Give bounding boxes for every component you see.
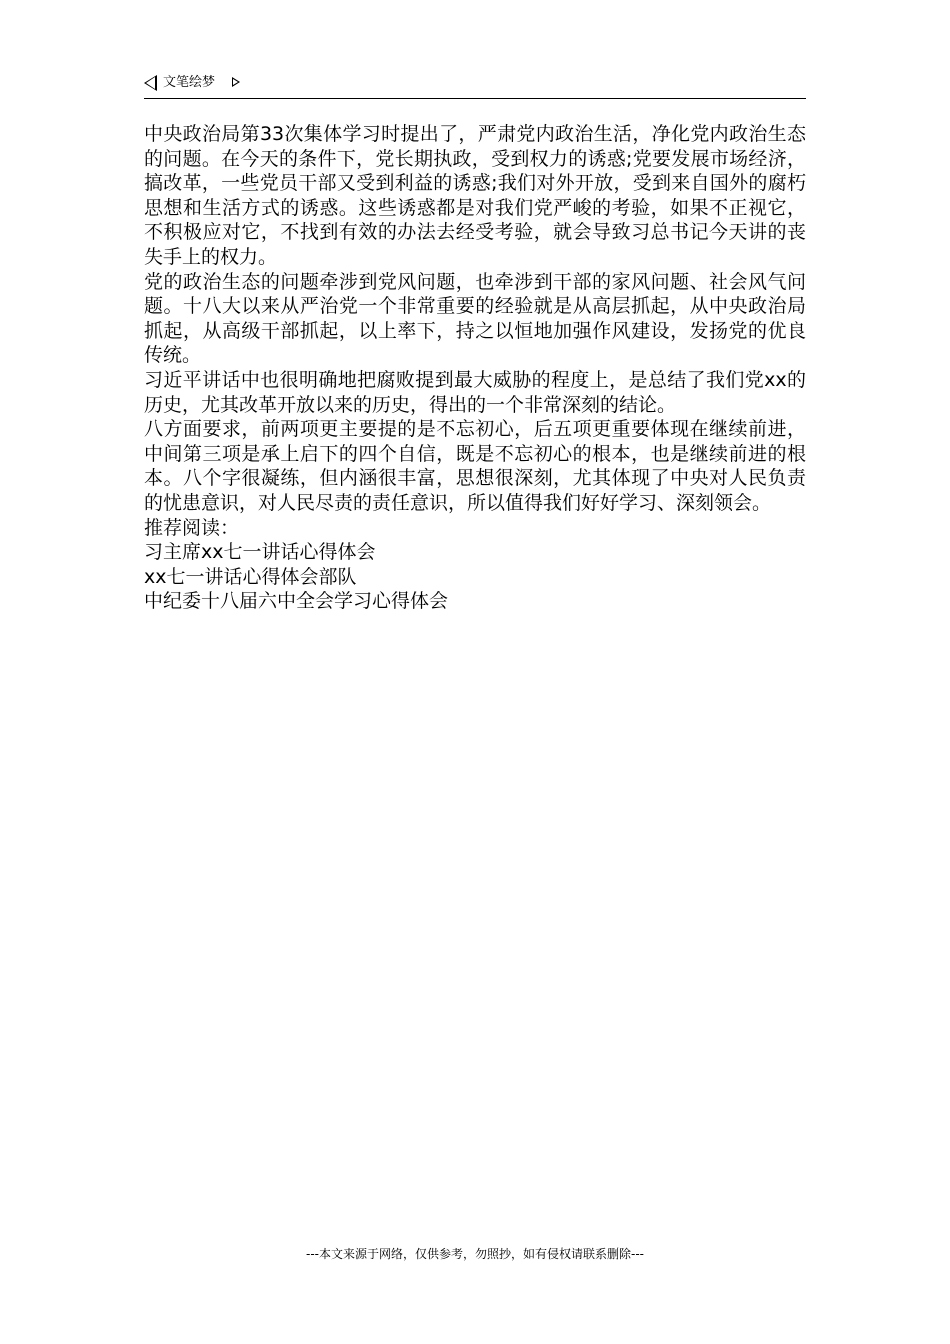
- paragraph: 党的政治生态的问题牵涉到党风问题，也牵涉到干部的家风问题、社会风气问题。十八大以来从严治党一个非常重要的经验就是从高层抓起，从中央政治局抓起，从高级干部抓起，以上率下，持之以恒地加强作风建设，发扬党的优良传统。: [144, 270, 806, 367]
- footer-disclaimer: ---本文来源于网络，仅供参考，勿照抄，如有侵权请联系删除---: [306, 1247, 644, 1261]
- header-title: 文笔绘梦: [163, 75, 216, 90]
- recommend-label: 推荐阅读：: [144, 516, 240, 539]
- triangle-right-icon: [232, 77, 240, 87]
- recommend-link[interactable]: 习主席xx七一讲话心得体会: [144, 541, 376, 564]
- paragraph: 八方面要求，前两项更主要提的是不忘初心，后五项更重要体现在继续前进，中间第三项是承上启下的四个自信，既是不忘初心的根本，也是继续前进的根本。八个字很凝练，但内涵很丰富，思想很深刻，尤其体现了中央对人民负责的忧患意识，对人民尽责的责任意识，所以值得我们好好学习、深刻领会。: [144, 418, 806, 514]
- recommend-link[interactable]: 中纪委十八届六中全会学习心得体会: [144, 590, 449, 613]
- paragraph: 中央政治局第33次集体学习时提出了，严肃党内政治生活，净化党内政治生态的问题。在今天的条件下，党长期执政，受到权力的诱惑;党要发展市场经济，搞改革，一些党员干部又受到利益的诱惑;我们对外开放，受到来自国外的腐朽思想和生活方式的诱惑。这些诱惑都是对我们党严峻的考验，如果不正视它，不积极应对它，不找到有效的办法去经受考验，就会导致习总书记今天讲的丧失手上的权力。: [144, 123, 806, 268]
- paragraph: 习近平讲话中也很明确地把腐败提到最大威胁的程度上，是总结了我们党xx的历史，尤其改革开放以来的历史，得出的一个非常深刻的结论。: [144, 368, 806, 416]
- recommend-link[interactable]: xx七一讲话心得体会部队: [144, 565, 357, 588]
- document-body: [144, 122, 806, 614]
- triangle-left-icon: [144, 75, 157, 91]
- page-header: [144, 72, 806, 99]
